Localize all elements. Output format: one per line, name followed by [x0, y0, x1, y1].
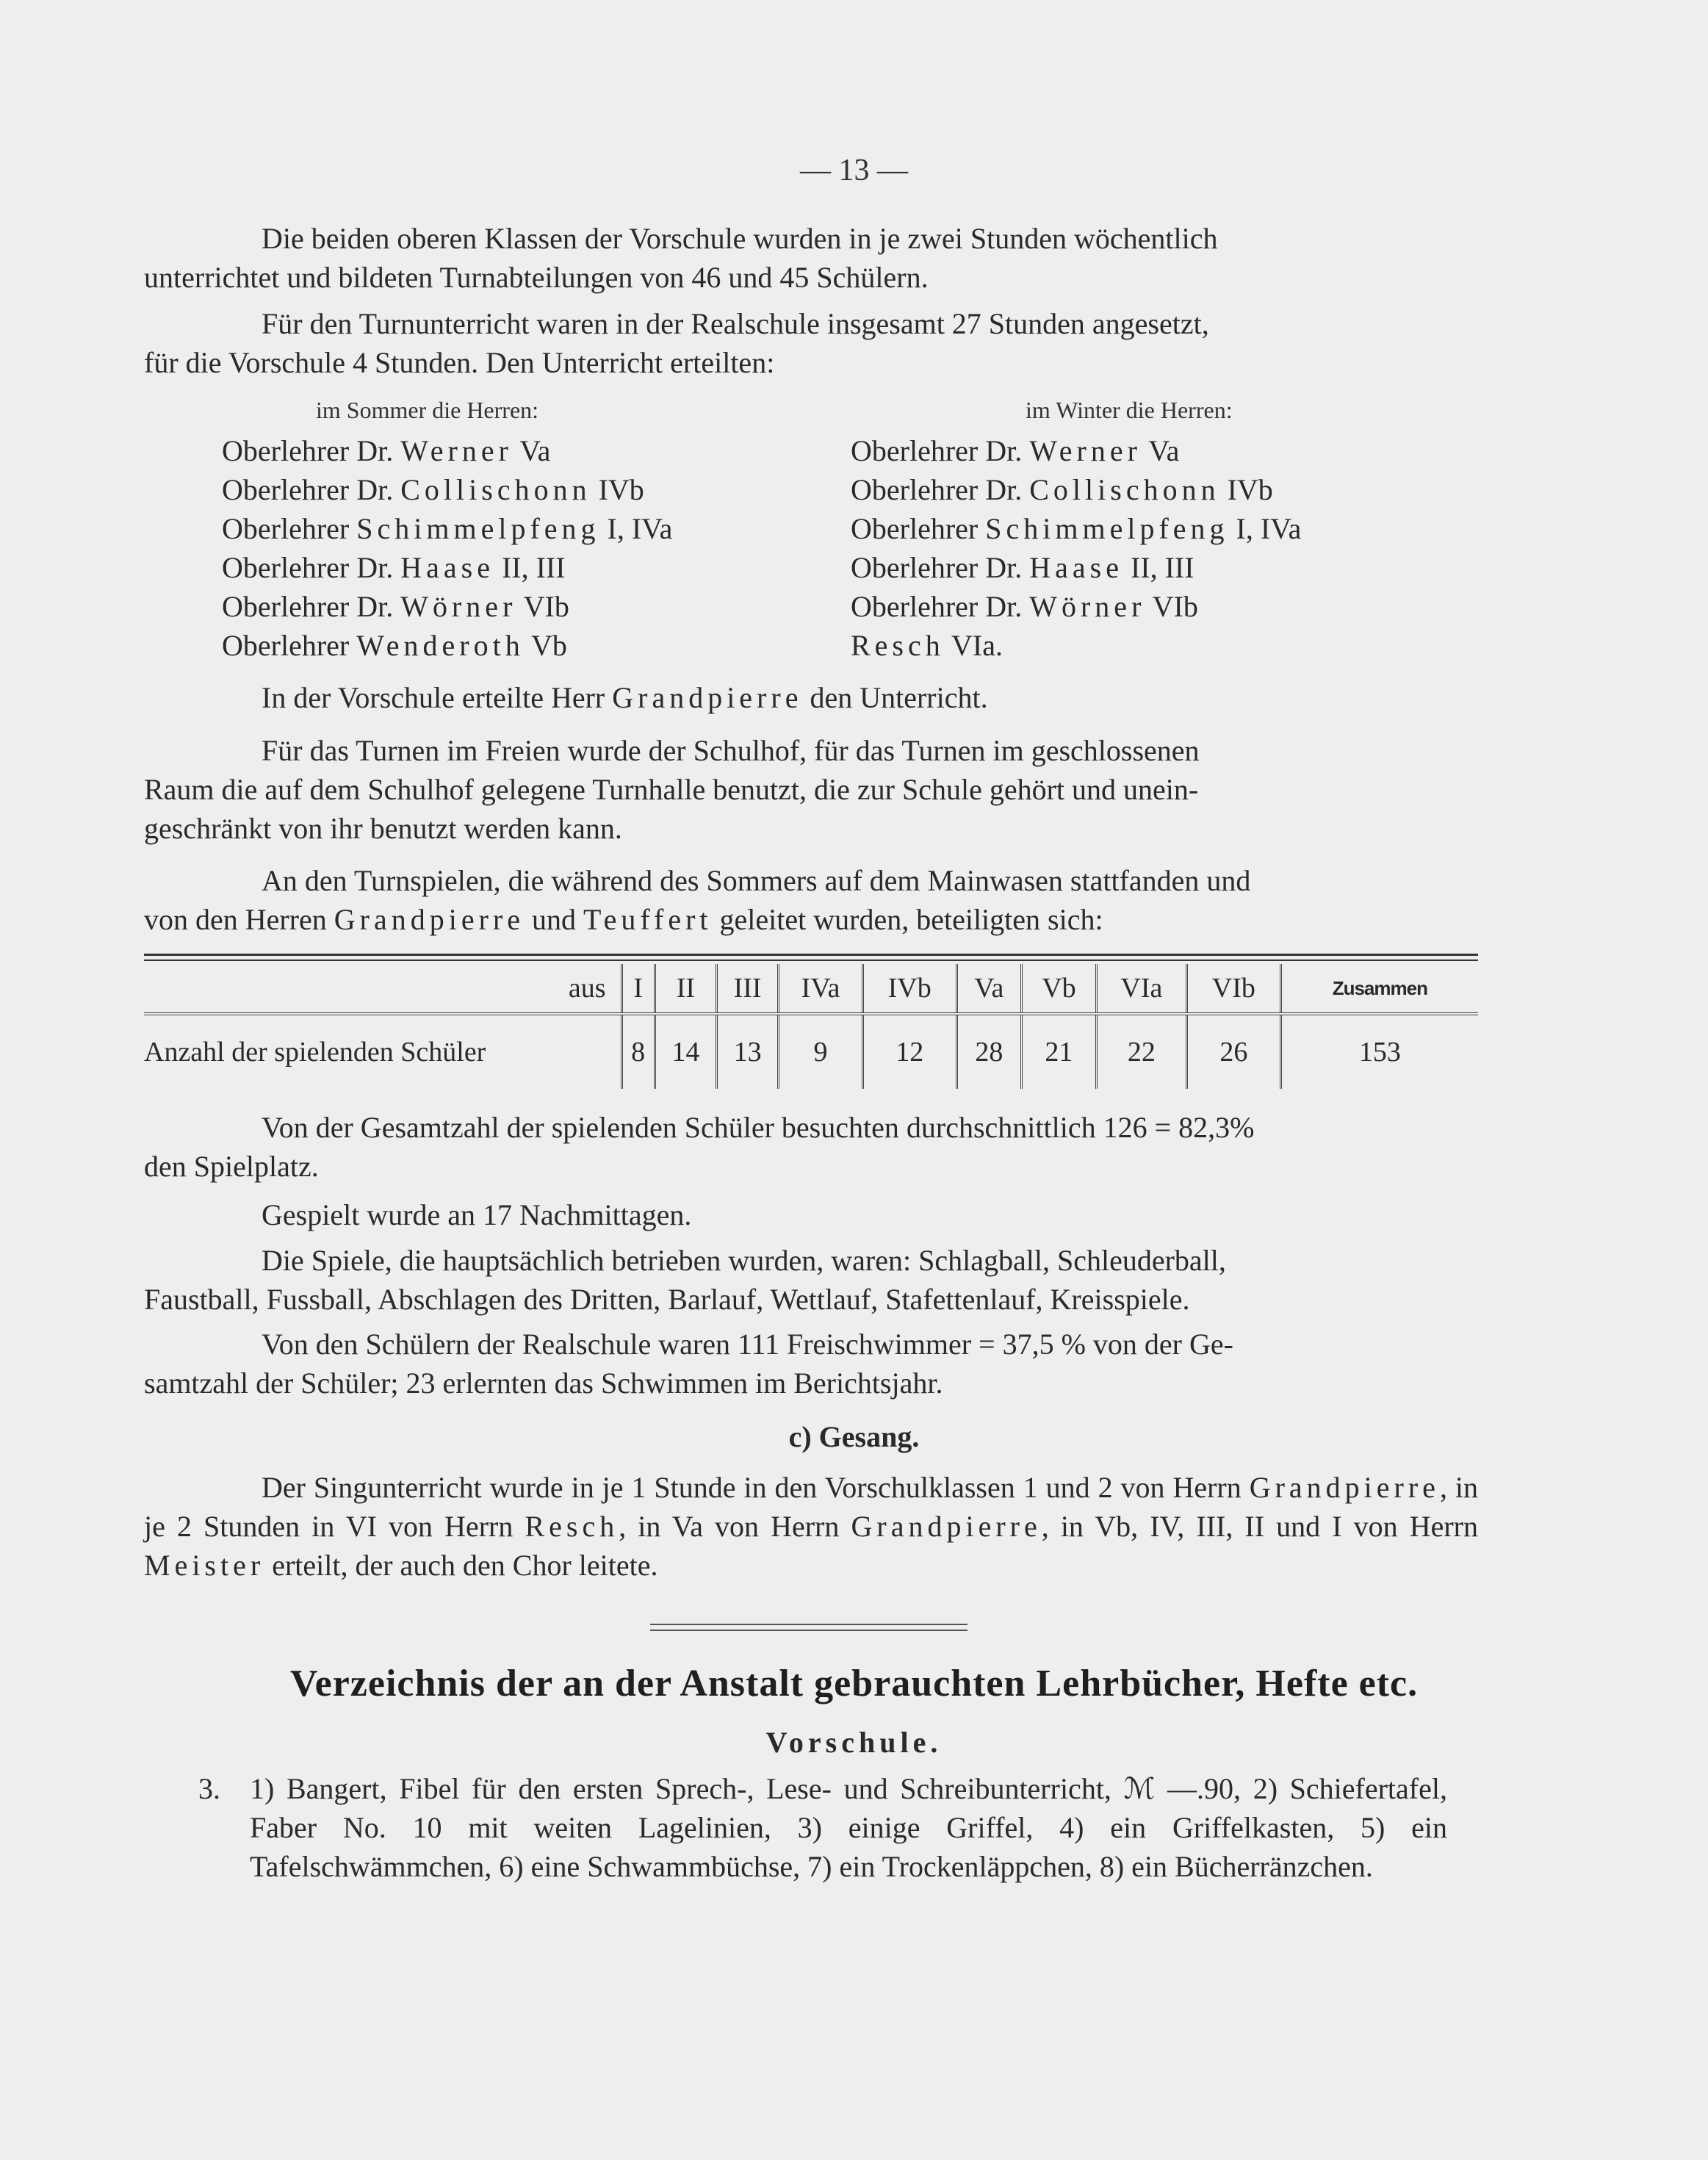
table-header-cell: Vb: [1022, 964, 1097, 1014]
paragraph-vorschule-lehrer: In der Vorschule erteilte Herr Grandpierre den Unterricht.: [262, 681, 988, 714]
winter-teacher-row: Oberlehrer Dr. Werner Va: [851, 434, 1180, 467]
table-row: [144, 1014, 1478, 1089]
table-cell: 12: [862, 1014, 956, 1089]
winter-teacher-row: Oberlehrer Dr. Wörner VIb: [851, 590, 1198, 623]
text-line: Für das Turnen im Freien wurde der Schulhof, für das Turnen im geschlossenen: [262, 734, 1200, 767]
summer-teacher-row: Oberlehrer Dr. Werner Va: [222, 434, 551, 467]
winter-teacher-row: Resch VIa.: [851, 629, 1003, 662]
table-header-cell: VIb: [1187, 964, 1281, 1014]
table-header-cell: IVb: [862, 964, 956, 1014]
page-number: — 13 —: [800, 154, 908, 187]
text-line: Faustball, Fussball, Abschlagen des Dritten, Barlauf, Wettlauf, Stafettenlauf, Kreisspiele.: [144, 1283, 1190, 1316]
winter-teacher-row: Oberlehrer Dr. Collischonn IVb: [851, 473, 1273, 506]
summer-teacher-row: Oberlehrer Dr. Wörner VIb: [222, 590, 569, 623]
table-cell: 26: [1187, 1014, 1281, 1089]
table-header-row: [144, 964, 1478, 1014]
winter-teacher-row: Oberlehrer Dr. Haase II, III: [851, 551, 1194, 584]
table-cell: 8: [621, 1014, 655, 1089]
table-header-label: aus: [144, 964, 621, 1014]
list-item-number: 3.: [198, 1772, 220, 1805]
paragraph-turnspiele: An den Turnspielen, die während des Sommers auf dem Mainwasen stattfanden und von den Herren Grandpierre und Teuffert geleitet wurden, beteiligten sich:: [144, 861, 1478, 939]
text-line: Für den Turnunterricht waren in der Realschule insgesamt 27 Stunden angesetzt,: [262, 307, 1209, 340]
text-line: den Spielplatz.: [144, 1150, 319, 1183]
table-header-cell: III: [716, 964, 778, 1014]
list-item-text: 1) Bangert, Fibel für den ersten Sprech-, Lese- und Schreibunterricht, ℳ —.90, 2) Schiefertafel, Faber No. 10 mit weiten Lagelinien, 3) einige Griffel, 4) ein Griffelkasten, 5) ein Tafelschwämmchen, 6) eine Schwammbüchse, 7) ein Trockenläppchen, 8) ein Bücherränzchen.: [250, 1772, 1447, 1883]
table-row-label: Anzahl der spielenden Schüler: [144, 1037, 486, 1068]
paragraph-turnunterricht: [144, 304, 1478, 382]
paragraph-turnhalle: [144, 731, 1478, 848]
paragraph-spielplatz: [144, 1108, 1478, 1186]
summer-teacher-row: Oberlehrer Wenderoth Vb: [222, 629, 567, 662]
text-line: Raum die auf dem Schulhof gelegene Turnhalle benutzt, die zur Schule gehört und unein-: [144, 773, 1199, 806]
text-line: samtzahl der Schüler; 23 erlernten das Schwimmen im Berichtsjahr.: [144, 1367, 943, 1400]
table-top-rule: [144, 954, 1478, 956]
winter-teacher-row: Oberlehrer Schimmelpfeng I, IVa: [851, 512, 1302, 545]
paragraph-gesang: Der Singunterricht wurde in je 1 Stunde in den Vorschulklassen 1 und 2 von Herrn Grandpierre, in je 2 Stunden in VI von Herrn Resch, in Va von Herrn Grandpierre, in Vb, IV, III, II und I von Herrn Meister erteilt, der auch den Chor leitete.: [144, 1471, 1479, 1582]
table-top-rule: [144, 960, 1478, 961]
section-heading-gesang: c) Gesang.: [788, 1420, 920, 1453]
table-cell: 153: [1280, 1014, 1478, 1089]
table-cell: 28: [956, 1014, 1022, 1089]
table-header-cell: I: [621, 964, 655, 1014]
text-line: geschränkt von ihr benutzt werden kann.: [144, 812, 622, 845]
text-line: Von der Gesamtzahl der spielenden Schüler besuchten durchschnittlich 126 = 82,3%: [262, 1111, 1255, 1144]
table-header-cell: II: [655, 964, 716, 1014]
list-item: [198, 1769, 1447, 1886]
paragraph-vorschule-turnen: [144, 219, 1478, 297]
text-line: für die Vorschule 4 Stunden. Den Unterricht erteilten:: [144, 346, 775, 379]
summer-teacher-row: Oberlehrer Dr. Haase II, III: [222, 551, 566, 584]
table-cell: 14: [655, 1014, 716, 1089]
table-header-cell: Zusammen: [1280, 964, 1478, 1014]
decorative-divider: [650, 1624, 967, 1631]
summer-teacher-row: Oberlehrer Dr. Collischonn IVb: [222, 473, 644, 506]
summer-heading: im Sommer die Herren:: [316, 397, 539, 423]
main-heading: Verzeichnis der an der Anstalt gebrauchten Lehrbücher, Hefte etc.: [289, 1663, 1419, 1704]
subheading-vorschule: Vorschule.: [765, 1726, 943, 1759]
winter-heading: im Winter die Herren:: [1026, 397, 1233, 423]
paragraph-nachmittage: [144, 1195, 1478, 1234]
table-header-cell: Va: [956, 964, 1022, 1014]
text-line: Die beiden oberen Klassen der Vorschule wurden in je zwei Stunden wöchentlich: [262, 222, 1218, 255]
table-cell: 9: [779, 1014, 863, 1089]
paragraph-spiele: [144, 1241, 1478, 1319]
text-line: unterrichtet und bildeten Turnabteilungen von 46 und 45 Schülern.: [144, 261, 929, 294]
text-line: An den Turnspielen, die während des Sommers auf dem Mainwasen stattfanden und: [262, 864, 1251, 897]
paragraph-schwimmen: [144, 1325, 1478, 1403]
table-header-cell: VIa: [1096, 964, 1186, 1014]
table-cell: 21: [1022, 1014, 1097, 1089]
table-header-cell: IVa: [779, 964, 863, 1014]
summer-teacher-row: Oberlehrer Schimmelpfeng I, IVa: [222, 512, 673, 545]
text-line: Die Spiele, die hauptsächlich betrieben wurden, waren: Schlagball, Schleuderball,: [262, 1244, 1226, 1277]
text-line: Gespielt wurde an 17 Nachmittagen.: [262, 1198, 692, 1231]
text-line: Von den Schülern der Realschule waren 111 Freischwimmer = 37,5 % von der Ge-: [262, 1328, 1233, 1361]
table-cell: 22: [1096, 1014, 1186, 1089]
table-cell: 13: [716, 1014, 778, 1089]
participation-table: [144, 964, 1478, 1089]
